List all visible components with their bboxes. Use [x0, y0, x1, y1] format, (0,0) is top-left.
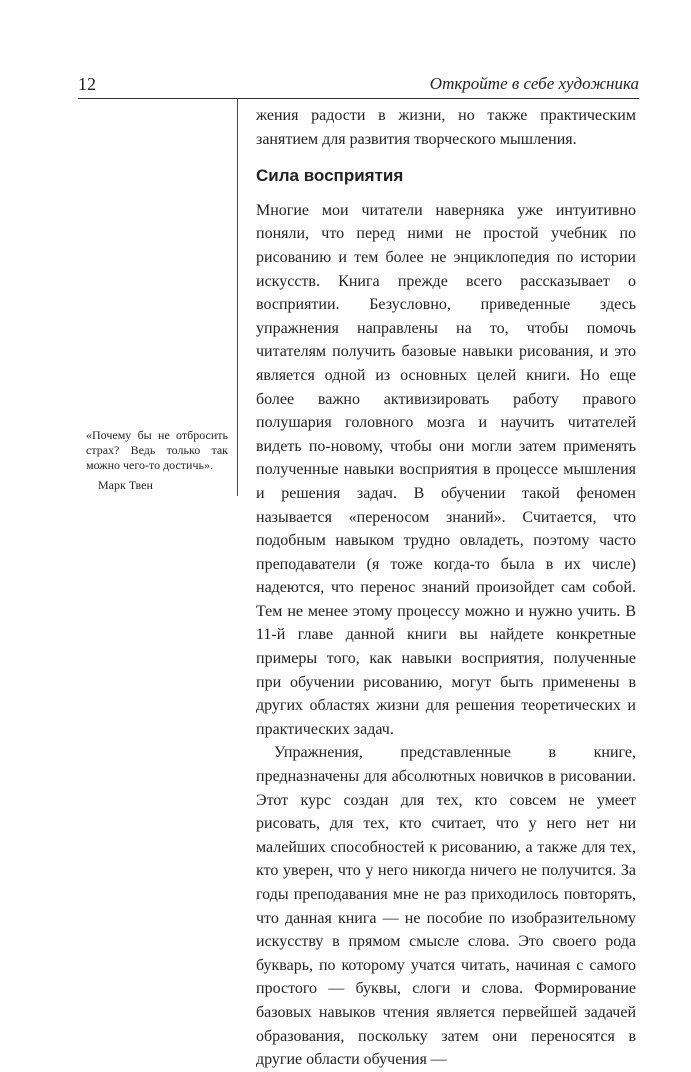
intro-paragraph: жения радости в жизни, но также практическим занятием для развития творческого мышления.: [256, 107, 636, 148]
header-rule: [78, 98, 639, 99]
section-title: Сила восприятия: [256, 166, 404, 186]
body-paragraph-2: Упражнения, представленные в книге, предназначены для абсолютных новичков в рисовании. Этот курс создан для тех, кто совсем не умеет рисовать, для тех, кто считает, что у него нет ни малейших способностей к рисованию, а также для тех, кто уверен, что у него никогда ничего не получится. За годы преподавания мне не раз приходилось повторять, что данная книга — не пособие по изобразительному искусству в прямом смысле слова. Это своего рода букварь, по которому учатся читать, начиная с самого простого — буквы, слоги и слова. Формирование базовых навыков чтения является первейшей задачей образования, поскольку затем они переносятся в другие области обучения —: [256, 744, 636, 1069]
column-divider: [237, 98, 238, 496]
quote-author: Марк Твен: [98, 478, 153, 492]
main-text-column: [256, 104, 636, 1072]
sidebar-quote: [86, 428, 228, 493]
body-paragraph-1: Многие мои читатели наверняка уже интуитивно поняли, что перед ними не простой учебник по рисованию и тем более не энциклопедия по истории искусств. Книга прежде всего рассказывает о восприятии. Безусловно, приведенные здесь упражнения направлены на то, чтобы помочь читателям получить базовые навыки рисования, и это является одной из основных целей книги. Но еще более важно активизировать работу правого полушария головного мозга и научить читателей видеть по-новому, чтобы они могли затем применять полученные навыки восприятия в процессе мышления и решения задач. В обучении такой феномен называется «переносом знаний». Считается, что подобным навыком трудно овладеть, поэтому часто преподаватели (я тоже когда-то была в их числе) надеются, что перенос знаний произойдет сам собой. Тем не менее этому процессу можно и нужно учить. В 11-й главе данной книги вы найдете конкретные примеры того, как навыки восприятия, полученные при обучении рисованию, могут быть применены в других областях жизни для решения теоретических и практических задач.: [256, 201, 636, 738]
page-number: 12: [78, 74, 96, 94]
quote-text: «Почему бы не отбросить страх? Ведь только так можно чего-то достичь».: [86, 428, 228, 472]
running-header-title: Откройте в себе художника: [429, 74, 639, 93]
